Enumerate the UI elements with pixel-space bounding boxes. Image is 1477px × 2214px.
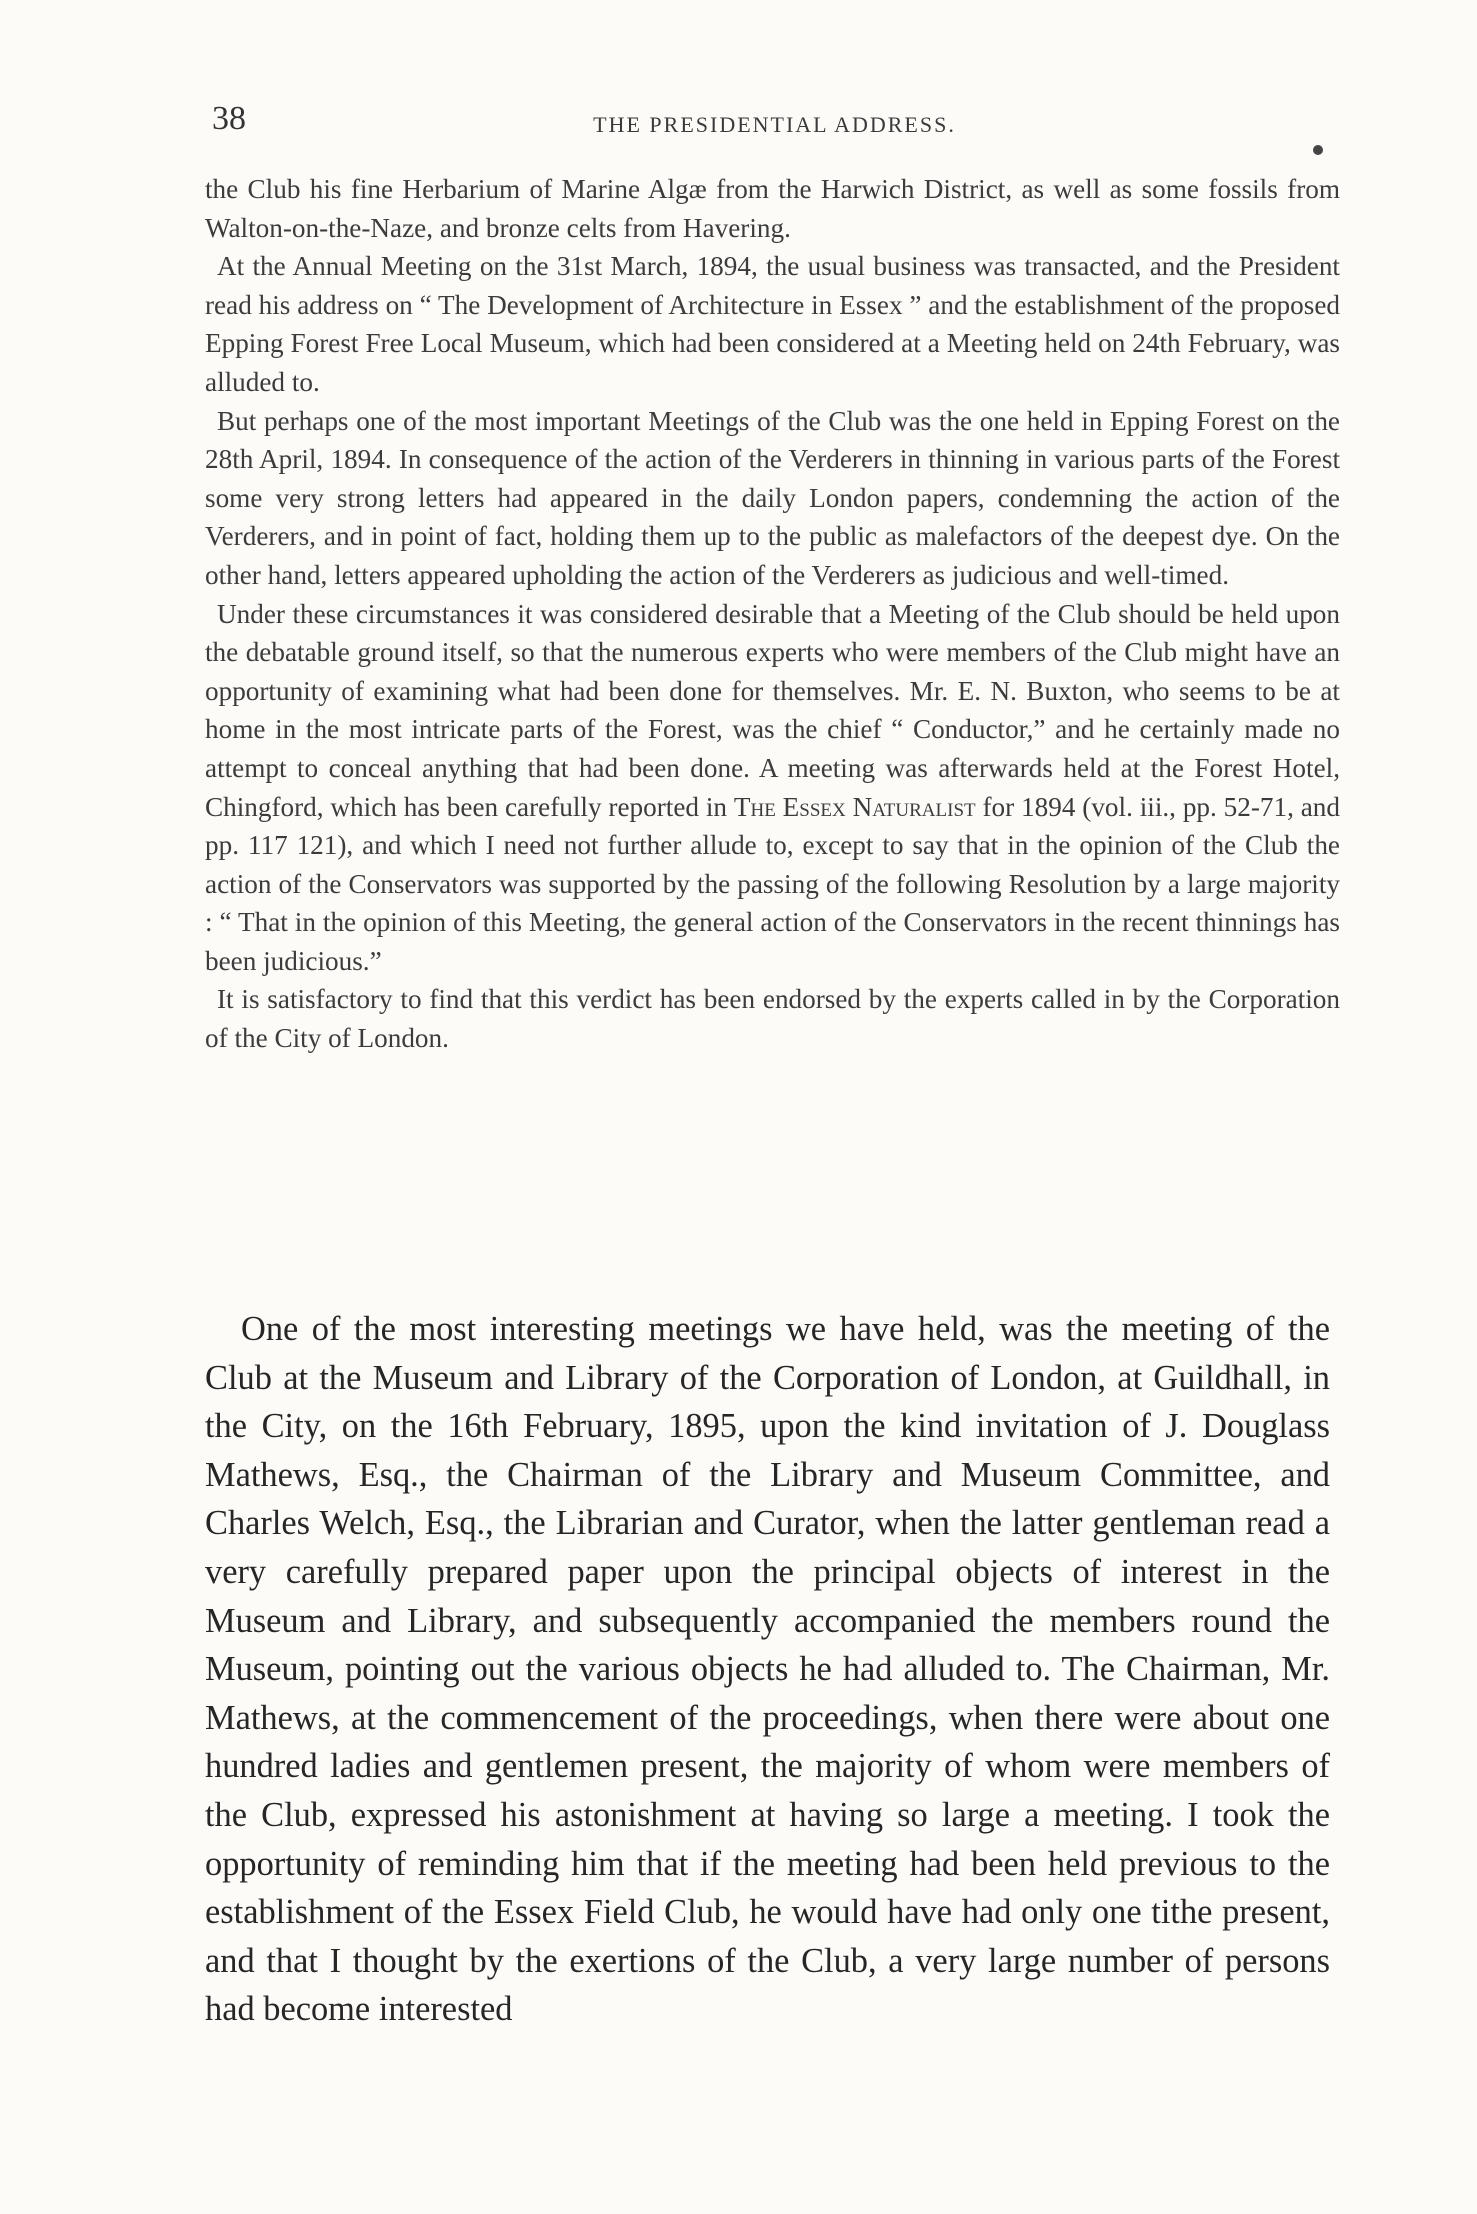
ink-spot [1313, 145, 1323, 155]
running-head: THE PRESIDENTIAL ADDRESS. [593, 112, 956, 137]
paragraph-debatable-ground [205, 595, 1340, 981]
paragraph-epping-forest-meeting: But perhaps one of the most important Meetings of the Club was the one held in Epping Forest on the 28th April, 1894. In consequence of the action of the Verderers in thinning in various parts of the Forest some very strong letters had appeared in the daily London papers, condemning the action of the Verderers, and in point of fact, holding them up to the public as malefactors of the deepest dye. On the other hand, letters appeared upholding the action of the Verderers as judicious and well-timed. [205, 405, 1340, 590]
paragraph-guildhall-meeting: One of the most interesting meetings we have held, was the meeting of the Club at the Museum and Library of the Corporation of London, at Guildhall, in the City, on the 16th February, 1895, upon the kind invitation of J. Douglass Mathews, Esq., the Chairman of the Library and Museum Committee, and Charles Welch, Esq., the Librarian and Curator, when the latter gentleman read a very carefully prepared paper upon the principal objects of interest in the Museum and Library, and subsequently accompanied the members round the Museum, pointing out the various objects he had alluded to. The Chairman, Mr. Mathews, at the commencement of the proceedings, when there were about one hundred ladies and gentlemen present, the majority of whom were members of the Club, expressed his astonishment at having so large a meeting. I took the opportunity of reminding him that if the meeting had been held previous to the establishment of the Essex Field Club, he would have had only one tithe present, and that I thought by the exertions of the Club, a very large number of persons had become interested [205, 1310, 1330, 2029]
journal-title: The Essex Naturalist [733, 791, 976, 822]
body-text-large [205, 1305, 1330, 2034]
paragraph-herbarium: the Club his fine Herbarium of Marine Algæ from the Harwich District, as well as some fossils from Walton-on-the-Naze, and bronze celts from Havering. [205, 174, 1340, 243]
body-text-small [205, 170, 1340, 1058]
page-number: 38 [212, 100, 246, 137]
paragraph-debatable-ground-part1: Under these circumstances it was considered desirable that a Meeting of the Club should be held upon the debatable ground itself, so that the numerous experts who were members of the Club might have an opportunity of examining what had been done for themselves. Mr. E. N. Buxton, who seems to be at home in the most intricate parts of the Forest, was the chief “ Conductor,” and he certainly made no attempt to conceal anything that had been done. A meeting was afterwards held at the Forest Hotel, Chingford, which has been carefully reported in [205, 598, 1340, 822]
paragraph-verdict: It is satisfactory to find that this verdict has been endorsed by the experts called in by the Corporation of the City of London. [205, 984, 1340, 1054]
paragraph-debatable-ground-part2: for 1894 (vol. iii., pp. 52-71, and pp. 117 121), and which I need not further allude to, except to say that in the opinion of the Club the action of the Conservators was supported by the passing of the following Resolution by a large majority : “ That in the opinion of this Meeting, the general action of the Conservators in the recent thinnings has been judicious.” [205, 791, 1340, 976]
paragraph-annual-meeting: At the Annual Meeting on the 31st March, 1894, the usual business was transacted, and the President read his address on “ The Development of Architecture in Essex ” and the establishment of the proposed Epping Forest Free Local Museum, which had been considered at a Meeting held on 24th February, was alluded to. [205, 251, 1340, 397]
page-header [212, 100, 1337, 150]
